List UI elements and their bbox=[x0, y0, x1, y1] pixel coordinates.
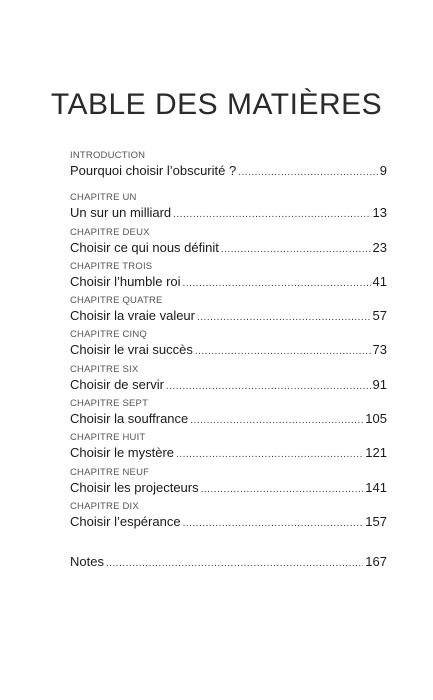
page-number: 41 bbox=[372, 273, 387, 289]
page-number: 9 bbox=[379, 163, 387, 178]
chapter-label: CHAPITRE HUIT bbox=[70, 432, 146, 444]
toc-line bbox=[70, 162, 387, 182]
toc-entry-chapter-8 bbox=[70, 432, 387, 466]
dot-leader bbox=[166, 378, 371, 396]
chapter-label: CHAPITRE SIX bbox=[70, 363, 139, 375]
toc-line bbox=[70, 307, 387, 327]
toc-line bbox=[70, 410, 387, 430]
toc-entry-chapter-1 bbox=[70, 192, 387, 226]
chapter-label: CHAPITRE UN bbox=[70, 192, 137, 204]
chapter-title: Choisir le vrai succès bbox=[70, 342, 193, 358]
page-number: 141 bbox=[365, 479, 387, 495]
page-number: 121 bbox=[365, 445, 387, 461]
toc-line bbox=[70, 513, 387, 533]
toc-line bbox=[70, 239, 387, 259]
chapter-title: Choisir de servir bbox=[70, 376, 164, 392]
chapter-title: Choisir ce qui nous définit bbox=[70, 239, 219, 255]
dot-leader bbox=[195, 343, 371, 361]
chapter-label: CHAPITRE DIX bbox=[70, 500, 139, 512]
dot-leader bbox=[238, 164, 378, 182]
dot-leader bbox=[190, 412, 363, 430]
chapter-title: Un sur un milliard bbox=[70, 205, 172, 221]
toc-line bbox=[70, 204, 387, 224]
toc-line bbox=[70, 553, 387, 573]
page-number: 57 bbox=[372, 308, 387, 324]
page-number: 91 bbox=[372, 376, 387, 392]
dot-leader bbox=[106, 555, 363, 573]
chapter-title: Choisir la souffrance bbox=[70, 411, 189, 427]
chapter-label: CHAPITRE DEUX bbox=[70, 226, 150, 238]
dot-leader bbox=[197, 309, 371, 327]
page-number: 167 bbox=[365, 554, 387, 570]
dot-leader bbox=[221, 241, 371, 259]
page-number: 13 bbox=[372, 205, 387, 221]
toc-line bbox=[70, 273, 387, 293]
table-of-contents bbox=[70, 150, 387, 588]
chapter-label: CHAPITRE NEUF bbox=[70, 466, 150, 478]
toc-entry-introduction bbox=[70, 150, 387, 184]
dot-leader bbox=[183, 275, 371, 293]
dot-leader bbox=[183, 515, 364, 533]
page-number: 105 bbox=[365, 411, 387, 427]
toc-entry-chapter-6 bbox=[70, 364, 387, 398]
dot-leader bbox=[176, 446, 363, 464]
page-number: 23 bbox=[372, 239, 387, 255]
toc-entry-chapter-4 bbox=[70, 295, 387, 329]
toc-line bbox=[70, 444, 387, 464]
chapter-label: CHAPITRE TROIS bbox=[70, 260, 153, 272]
page-number: 73 bbox=[372, 342, 387, 358]
dot-leader bbox=[201, 481, 364, 499]
page-number: 157 bbox=[365, 513, 387, 529]
chapter-title: Choisir l’espérance bbox=[70, 513, 181, 529]
toc-line bbox=[70, 376, 387, 396]
chapter-label: CHAPITRE SEPT bbox=[70, 398, 149, 410]
page-title: TABLE DES MATIÈRES bbox=[50, 88, 383, 121]
toc-entry-chapter-10 bbox=[70, 501, 387, 535]
toc-entry-chapter-3 bbox=[70, 261, 387, 295]
toc-line bbox=[70, 479, 387, 499]
toc-entry-chapter-9 bbox=[70, 467, 387, 501]
toc-entry-chapter-5 bbox=[70, 329, 387, 363]
chapter-title: Choisir le mystère bbox=[70, 445, 175, 461]
chapter-label: CHAPITRE CINQ bbox=[70, 329, 148, 341]
notes-title: Notes bbox=[70, 554, 104, 570]
toc-entry-chapter-2 bbox=[70, 227, 387, 261]
chapter-title: Choisir les projecteurs bbox=[70, 479, 199, 495]
chapter-title: Choisir l’humble roi bbox=[70, 273, 181, 289]
toc-entry-notes bbox=[70, 553, 387, 587]
toc-line bbox=[70, 341, 387, 361]
chapter-title: Choisir la vraie valeur bbox=[70, 308, 195, 324]
chapter-title: Pourquoi choisir l’obscurité ? bbox=[70, 163, 237, 178]
chapter-label: INTRODUCTION bbox=[70, 150, 146, 161]
toc-entry-chapter-7 bbox=[70, 398, 387, 432]
chapter-label: CHAPITRE QUATRE bbox=[70, 295, 163, 307]
dot-leader bbox=[173, 206, 370, 224]
